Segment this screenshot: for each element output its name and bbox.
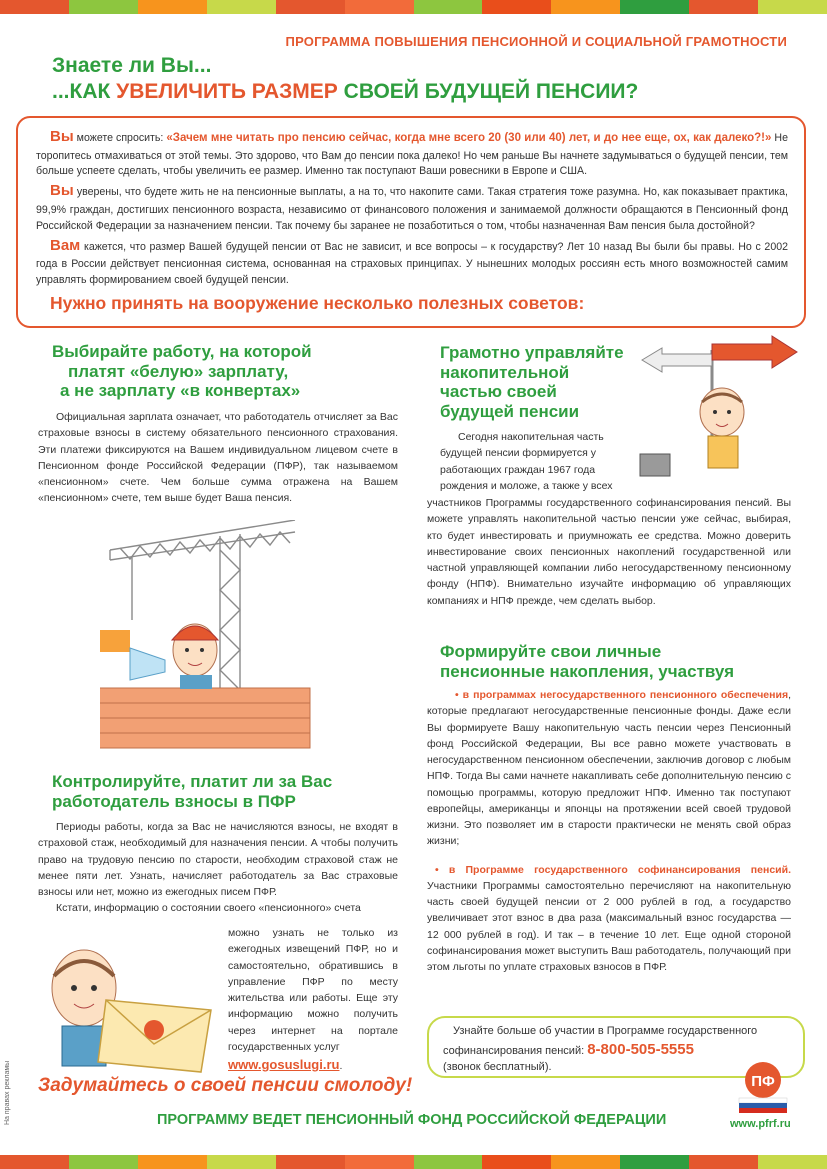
crane-load-icon <box>100 630 130 652</box>
stripe-segment <box>207 1155 276 1169</box>
stripe-segment <box>758 0 827 14</box>
pfr-logo-text: ПФ <box>751 1073 775 1090</box>
savings-heading: Формируйте свои личные пенсионные накопления, участвуя <box>440 642 735 681</box>
stripe-segment <box>276 0 345 14</box>
hotline-phone[interactable]: 8-800-505-5555 <box>587 1041 694 1059</box>
savings-text <box>427 687 791 976</box>
stripe-segment <box>138 1155 207 1169</box>
right-arrow-icon <box>712 336 797 368</box>
info-box: Узнайте больше об участии в Программе государственного софинансирования пенсий: 8-800-505-5555 (звонок бесплатный). <box>427 1016 805 1078</box>
stripe-segment <box>138 0 207 14</box>
manage-text-top: Сегодня накопительная часть будущей пенсии формируется у работающих граждан 1967 года рождения и моложе, а также у всех <box>440 431 613 492</box>
savings-bullet-1: • в программах негосударственного пенсионного обеспечения, которые предлагают негосударственные пенсионные фонды. Даже если Вы формируете Вашу накопительную часть пенсии через Пенсионный фонд Российской Федерации, Вы все равно можете участвовать в негосударственном пенсионном обеспечении, заключив договор с любым НПФ. Тогда Вы сами начнете накапливать себе дополнительную пенсию с помощью программы, которую предложит НПФ. Именно так поступают европейцы, американцы и японцы на протяжении всей своей трудовой жизни. Это позволяет им в старости практически не менять свой образ жизни; <box>427 689 791 848</box>
stripe-segment <box>689 0 758 14</box>
page-title-line1: Знаете ли Вы... <box>52 54 212 77</box>
stripe-segment <box>758 1155 827 1169</box>
intro-paragraph-1: Вы можете спросить: «Зачем мне читать про пенсию сейчас, когда мне всего 20 (30 или 40) лет, и до нее еще, ох, как далеко?!» Не торопитесь отмахиваться от этой темы. Это здорово, что Вам до пенсии пока далеко! Но чем раньше Вы начнете задумываться о будущей пенсии, тем больше успеете сделать, чтобы увеличить ее размер. Именно так поступают Ваши ровесники в Европе и США. <box>36 128 788 178</box>
left-arrow-icon <box>642 348 712 372</box>
stripe-segment <box>0 0 69 14</box>
program-title: ПРОГРАММА ПОВЫШЕНИЯ ПЕНСИОННОЙ И СОЦИАЛЬНОЙ ГРАМОТНОСТИ <box>285 34 787 49</box>
stripe-segment <box>620 1155 689 1169</box>
stripe-segment <box>276 1155 345 1169</box>
control-text: Периоды работы, когда за Вас не начисляются взносы, не входят в страховой стаж, необходимый для назначения пенсии. А чтобы получить право на трудовую пенсию по старости, необходим страховой стаж не менее пяти лет. Узнать, начисляет работодатель за Вас страховые взносы или нет, можно из ежегодных писем ПФР. Кстати, информацию о состоянии своего «пенсионного» счета <box>38 821 398 915</box>
stripe-segment <box>345 1155 414 1169</box>
manage-text: участников Программы государственного софинансирования пенсий. Вы можете управлять накопительной частью пенсии уже сейчас, выбирая, кто будет инвестировать и приумножать ее средства. Можно доверить инвестирование своих пенсионных накоплений государственной или частной управляющей компании либо негосударственному пенсионному фонду (НПФ). Внимательно изучайте информацию об управляющих компаниях и НПФ прежде, чем сделать выбор. <box>427 497 791 607</box>
control-heading: Контролируйте, платит ли за Вас работодатель взносы в ПФР <box>52 772 333 811</box>
stripe-segment <box>414 0 483 14</box>
manage-heading: Грамотно управляйте накопительной частью своей будущей пенсии <box>440 343 624 422</box>
website-link[interactable]: www.pfrf.ru <box>730 1118 791 1130</box>
work-text: Официальная зарплата означает, что работодатель отчисляет за Вас страховые взносы в систему обязательного пенсионного страхования. Эти платежи фиксируются на Вашем индивидуальном лицевом счете в Пенсионном фонде Российской Федерации (ПФР), так называемом «пенсионном» счете. Чем больше сумма отражена на Вашем «пенсионном» счете, тем выше будет Ваша пенсия. <box>38 411 398 505</box>
page-title-line2: ...КАК УВЕЛИЧИТЬ РАЗМЕР СВОЕЙ БУДУЩЕЙ ПЕНСИИ? <box>52 80 639 103</box>
stripe-segment <box>69 0 138 14</box>
work-heading: Выбирайте работу, на которой платят «белую» зарплату, а не зарплату «в конвертах» <box>52 342 312 401</box>
intro-paragraph-3: Вам кажется, что размер Вашей будущей пенсии от Вас не зависит, и все вопросы – к государству? Лет 10 назад Вы были бы правы. Но с 2002 года в России действует пенсионная система, основанная на страховых принципах. У нынешних молодых россиян есть много возможностей самим управлять формированием своей будущей пенсии. <box>36 236 788 286</box>
stripe-segment <box>620 0 689 14</box>
signpost-illustration <box>632 330 812 485</box>
title-highlight: УВЕЛИЧИТЬ РАЗМЕР <box>116 80 338 103</box>
stripe-segment <box>207 0 276 14</box>
briefcase-icon <box>640 454 670 476</box>
ad-note: На правах рекламы <box>4 1060 11 1125</box>
intro-box <box>16 116 806 328</box>
tips-heading: Нужно принять на вооружение несколько полезных советов: <box>50 292 585 313</box>
stripe-segment <box>482 0 551 14</box>
megaphone-icon <box>130 648 165 680</box>
control-text-side: можно узнать не только из ежегодных извещений ПФР, но и самостоятельно, обратившись в управление ПФР по месту жительства или работы. Еще эту информацию можно получить через интернет на портале государственных услуг www.gosuslugi.ru. <box>228 927 398 1073</box>
pfr-logo <box>733 1060 793 1116</box>
savings-bullet-2: • в Программе государственного софинансирования пенсий. Участники Программы самостоятельно перечисляют на накопительную часть своей будущей пенсии от 2 000 рублей в год, а государство увеличивает этот взнос в два раза (максимальный взнос государства — 12 000 рублей в год). И так – в течение 10 лет. Еще одной стороной софинансирования может выступить Ваш работодатель, получающий при этом льготы по уплате страховых взносов в ПФР. <box>427 863 791 974</box>
stripe-segment <box>551 0 620 14</box>
stripe-segment <box>0 1155 69 1169</box>
stripe-segment <box>345 0 414 14</box>
crane-illustration <box>100 520 400 755</box>
stripe-segment <box>482 1155 551 1169</box>
gosuslugi-link[interactable]: www.gosuslugi.ru <box>228 1057 340 1073</box>
footer-text: ПРОГРАММУ ВЕДЕТ ПЕНСИОННЫЙ ФОНД РОССИЙСКОЙ ФЕДЕРАЦИИ <box>157 1112 667 1128</box>
stripe-segment <box>69 1155 138 1169</box>
top-color-stripe <box>0 0 827 14</box>
slogan: Задумайтесь о своей пенсии смолоду! <box>38 1075 413 1096</box>
intro-paragraph-2: Вы уверены, что будете жить не на пенсионные выплаты, а на то, что накопите сами. Такая стратегия тоже разумна. Но, как показывает практика, 99,9% граждан, достигших пенсионного возраста, независимо от финансового положения и занимаемой должности обращаются в Пенсионный фонд Российской Федерации за назначением пенсии. Так почему бы заранее не позаботиться о том, чтобы назначенная Вам пенсия была достойной? <box>36 182 788 232</box>
envelope-illustration <box>36 940 226 1075</box>
bottom-color-stripe <box>0 1155 827 1169</box>
stripe-segment <box>414 1155 483 1169</box>
stripe-segment <box>551 1155 620 1169</box>
stripe-segment <box>689 1155 758 1169</box>
